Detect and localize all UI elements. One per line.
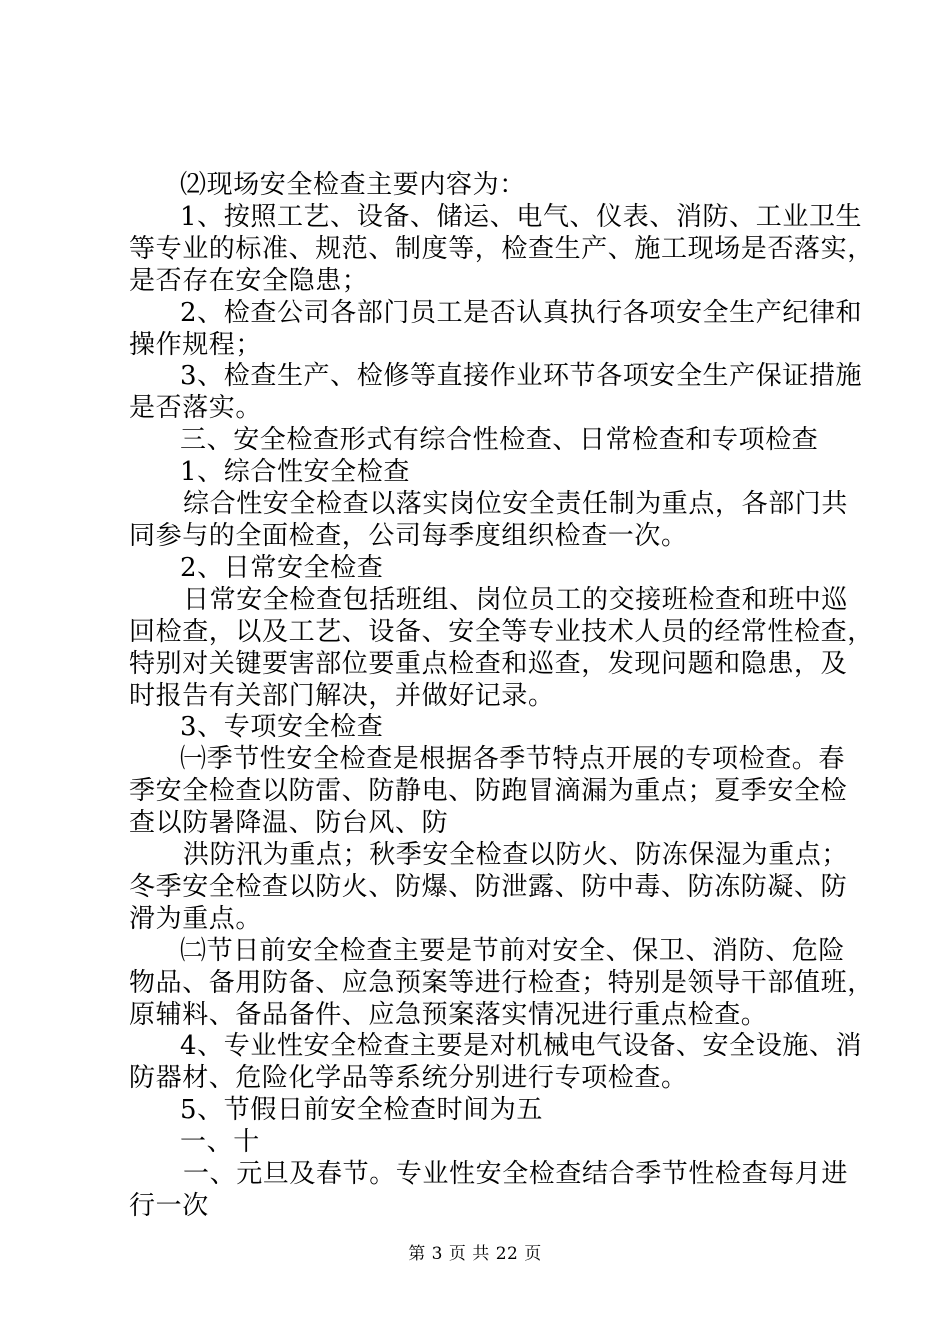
text-line: 2、日常安全检查 [180, 552, 384, 583]
text-line: 是否落实。 [129, 393, 263, 424]
text-line: 是否存在安全隐患； [129, 265, 369, 296]
text-line: 原辅料、备品备件、应急预案落实情况进行重点检查。 [129, 999, 768, 1030]
text-line: 时报告有关部门解决，并做好记录。 [129, 680, 555, 711]
text-line: 查以防暑降温、防台风、防 [129, 808, 449, 839]
text-line: 3、检查生产、检修等直接作业环节各项安全生产保证措施 [180, 361, 863, 392]
text-line: ㈠季节性安全检查是根据各季节特点开展的专项检查。春 [180, 744, 846, 775]
text-line: 冬季安全检查以防火、防爆、防泄露、防中毒、防冻防凝、防 [129, 871, 848, 902]
text-line: 操作规程； [129, 329, 263, 360]
text-line: 三、安全检查形式有综合性检查、日常检查和专项检查 [180, 425, 819, 456]
text-line: 同参与的全面检查，公司每季度组织检查一次。 [129, 520, 688, 551]
text-line: 4、专业性安全检查主要是对机械电气设备、安全设施、消 [180, 1031, 863, 1062]
text-line: 3、专项安全检查 [180, 712, 384, 743]
text-line: 行一次 [129, 1191, 209, 1221]
text-line: 1、综合性安全检查 [180, 457, 410, 488]
text-line: 5、节假日前安全检查时间为五 [180, 1095, 543, 1126]
text-line: 一、十 [180, 1127, 260, 1158]
text-line: 洪防汛为重点；秋季安全检查以防火、防冻保湿为重点； [183, 840, 849, 871]
text-line: 防器材、危险化学品等系统分别进行专项检查。 [129, 1063, 688, 1094]
text-line: 季安全检查以防雷、防静电、防跑冒滴漏为重点；夏季安全检 [129, 776, 848, 807]
text-line: 物品、备用防备、应急预案等进行检查；特别是领导干部值班， [129, 967, 874, 998]
text-line: ㈡节日前安全检查主要是节前对安全、保卫、消防、危险 [180, 935, 846, 966]
text-line: 2、检查公司各部门员工是否认真执行各项安全生产纪律和 [180, 297, 863, 328]
text-line: ⑵现场安全检查主要内容为： [180, 170, 526, 200]
text-line: 一、元旦及春节。专业性安全检查结合季节性检查每月进 [183, 1159, 849, 1190]
document-body [129, 170, 874, 1223]
text-line: 日常安全检查包括班组、岗位员工的交接班检查和班中巡 [183, 584, 849, 615]
text-line: 等专业的标准、规范、制度等，检查生产、施工现场是否落实， [129, 233, 874, 264]
text-line: 滑为重点。 [129, 903, 263, 934]
text-line: 特别对关键要害部位要重点检查和巡查，发现问题和隐患，及 [129, 648, 848, 679]
page-footer: 第 3 页 共 22 页 [408, 1244, 542, 1264]
text-line: 回检查，以及工艺、设备、安全等专业技术人员的经常性检查， [129, 616, 874, 647]
text-line: 1、按照工艺、设备、储运、电气、仪表、消防、工业卫生 [180, 201, 863, 232]
text-line: 综合性安全检查以落实岗位安全责任制为重点，各部门共 [183, 489, 849, 520]
